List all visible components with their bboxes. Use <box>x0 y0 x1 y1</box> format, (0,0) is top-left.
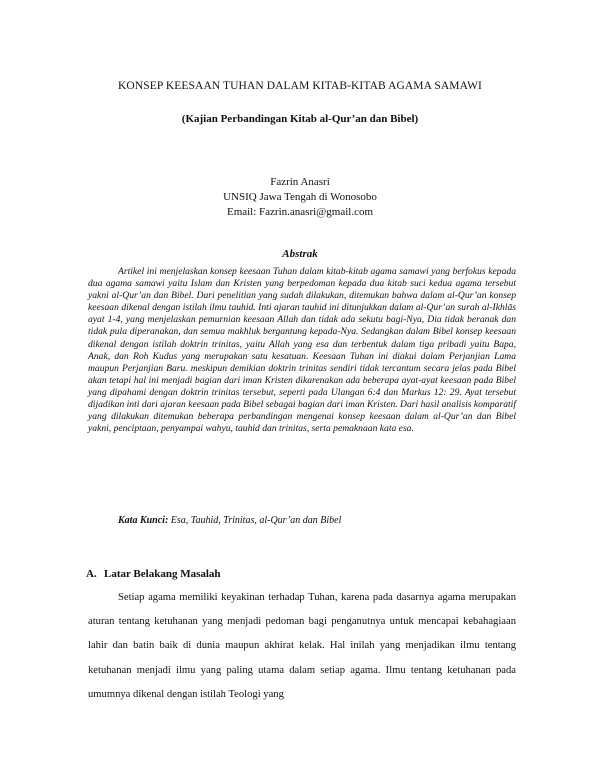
author-email: Email: Fazrin.anasri@gmail.com <box>226 206 374 218</box>
keywords <box>118 515 518 526</box>
author-block <box>0 175 600 220</box>
section-heading <box>86 568 221 580</box>
abstract-heading: Abstrak <box>282 248 318 260</box>
section-body-text: Setiap agama memiliki keyakinan terhadap Tuhan, karena pada dasarnya agama merupakan aturan tentang ketuhanan yang menjadi pedoman bagi penganutnya untuk mencapai kebahagiaan lahir dan batin baik di dunia maupun akhirat kelak. Hal inilah yang menjadikan ilmu tentang ketuhanan menjadi ilmu yang paling utama dalam setiap agama. Ilmu tentang ketuhanan pada umumnya dikenal dengan istilah Teologi yang <box>88 592 516 700</box>
paper-title: KONSEP KEESAAN TUHAN DALAM KITAB-KITAB AGAMA SAMAWI <box>118 80 482 92</box>
author-name: Fazrin Anasri <box>270 176 330 188</box>
abstract-text: Artikel ini menjelaskan konsep keesaan Tuhan dalam kitab-kitab agama samawi yang berfokus kepada dua agama samawi yaitu Islam dan Kristen yang berpedoman kepada dua kitab suci kedua agama tersebut yakni al-Qur’an dan Bibel. Dari penelitian yang sudah dilakukan, ditemukan bahwa dalam al-Qur’an konsep keesaan dikenal dengan istilah ilmu tauhid. Inti ajaran tauhid ini ditunjukkan dalam al-Qur’an surah al-Ikhlās ayat 1-4, yang menjelaskan pemurnian keesaan Allah dan tidak ada sekutu bagi-Nya, Dia tidak beranak dan tidak pula diperanakan, dan semua makhluk bergantung kepada-Nya. Sedangkan dalam Bibel konsep keesaan dikenal dengan istilah doktrin trinitas, yaitu Allah yang esa dan terbentuk dalam tiga pribadi yaitu Bapa, Anak, dan Roh Kudus yang merupakan satu kesatuan. Keesaan Tuhan ini diakui dalam Perjanjian Lama maupun Perjanjian Baru. meskipun demikian doktrin trinitas sendiri tidak tercantum secara jelas pada Bibel akan tetapi hal ini menjadi bagian dari iman Kristen dikarenakan ada beberapa ayat-ayat keesaan pada Bibel yang dipahami dengan doktrin trinitas tersebut, seperti pada Ulangan 6:4 dan Markus 12: 29. Ayat tersebut dijadikan inti dari ajaran keesaan pada Bibel sebagai bagian dari iman Kristen. Dari hasil analisis komparatif yang dilakukan ditemukan beberapa perbandingan mengenai konsep keesaan dalam al-Qur’an dan Bibel yakni, penciptaan, penyampai wahyu, tauhid dan trinitas, serta pemaknaan kata esa. <box>88 266 516 435</box>
paper-subtitle: (Kajian Perbandingan Kitab al-Qur’an dan Bibel) <box>181 113 419 125</box>
author-affiliation: UNSIQ Jawa Tengah di Wonosobo <box>223 191 377 203</box>
keywords-label: Kata Kunci: <box>118 515 169 526</box>
keywords-text: Esa, Tauhid, Trinitas, al-Qur’an dan Bibel <box>168 515 342 526</box>
section-number: A. <box>86 568 97 580</box>
section-title: Latar Belakang Masalah <box>104 568 221 580</box>
